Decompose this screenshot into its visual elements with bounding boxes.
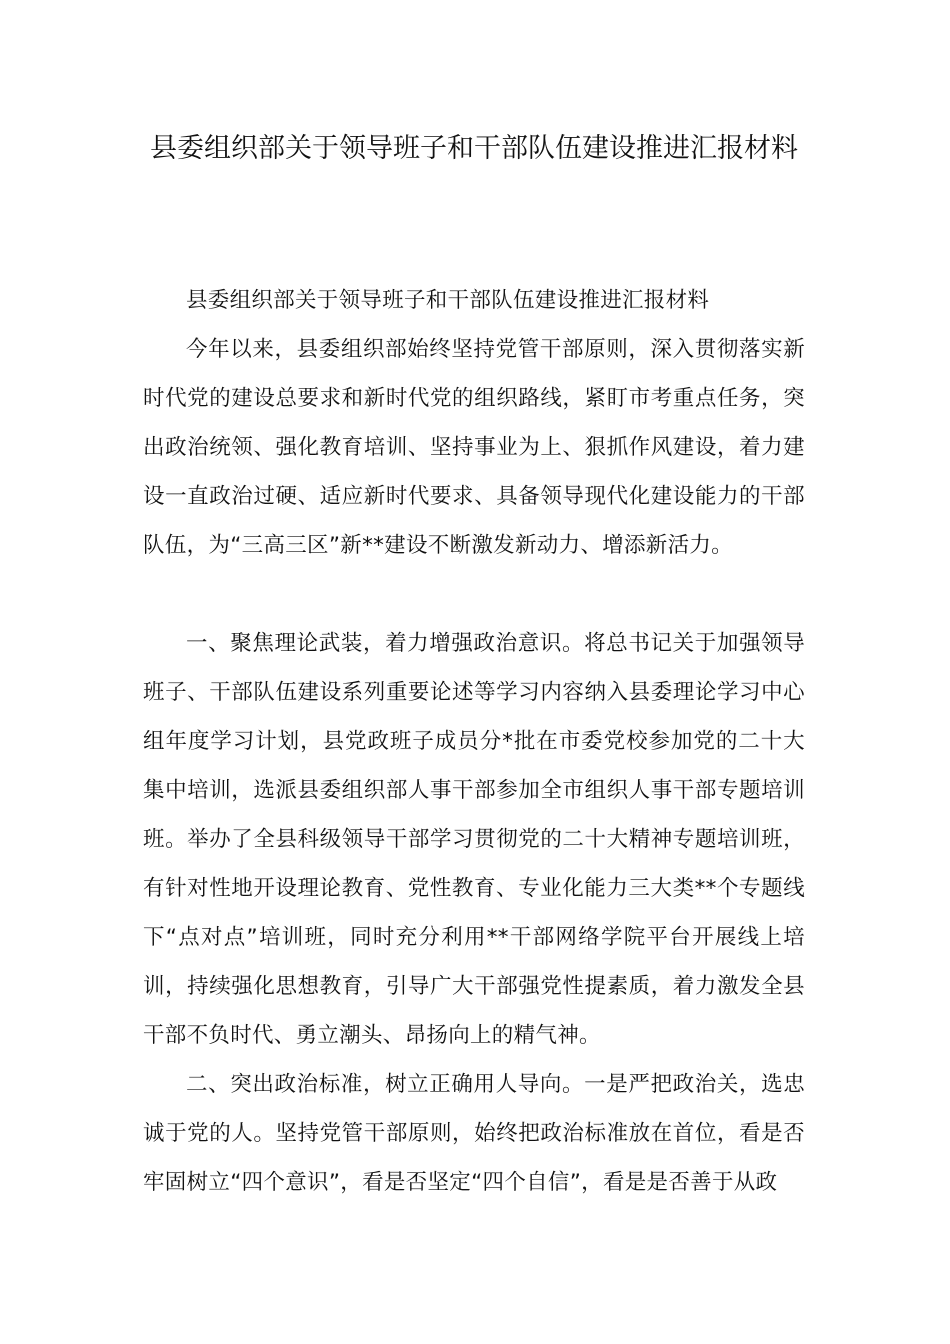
paragraph-gap [143, 570, 805, 619]
subtitle-paragraph: 县委组织部关于领导班子和干部队伍建设推进汇报材料 [186, 288, 710, 313]
section-two-paragraph: 二、突出政治标准，树立正确用人导向。一是严把政治关，选忠诚于党的人。坚持党管干部原则，始终把政治标准放在首位，看是否牢固树立“四个意识”，看是否坚定“四个自信”，看是是否善于从政 [143, 1072, 805, 1195]
document-body [143, 276, 805, 1207]
intro-paragraph: 今年以来，县委组织部始终坚持党管干部原则，深入贯彻落实新时代党的建设总要求和新时代党的组织路线，紧盯市考重点任务，突出政治统领、强化教育培训、坚持事业为上、狠抓作风建设，着力建设一直政治过硬、适应新时代要求、具备领导现代化建设能力的干部队伍，为“三高三区”新**建设不断激发新动力、增添新活力。 [143, 337, 805, 558]
document-title-text: 县委组织部关于领导班子和干部队伍建设推进汇报材料 [150, 133, 798, 164]
section-one-paragraph: 一、聚焦理论武装，着力增强政治意识。将总书记关于加强领导班子、干部队伍建设系列重要论述等学习内容纳入县委理论学习中心组年度学习计划，县党政班子成员分*批在市委党校参加党的二十大集中培训，选派县委组织部人事干部参加全市组织人事干部专题培训班。举办了全县科级领导干部学习贯彻党的二十大精神专题培训班，有针对性地开设理论教育、党性教育、专业化能力三大类**个专题线下“点对点”培训班，同时充分利用**干部网络学院平台开展线上培训，持续强化思想教育，引导广大干部强党性提素质，着力激发全县干部不负时代、勇立潮头、昂扬向上的精气神。 [143, 631, 805, 1048]
document-title [143, 124, 805, 174]
